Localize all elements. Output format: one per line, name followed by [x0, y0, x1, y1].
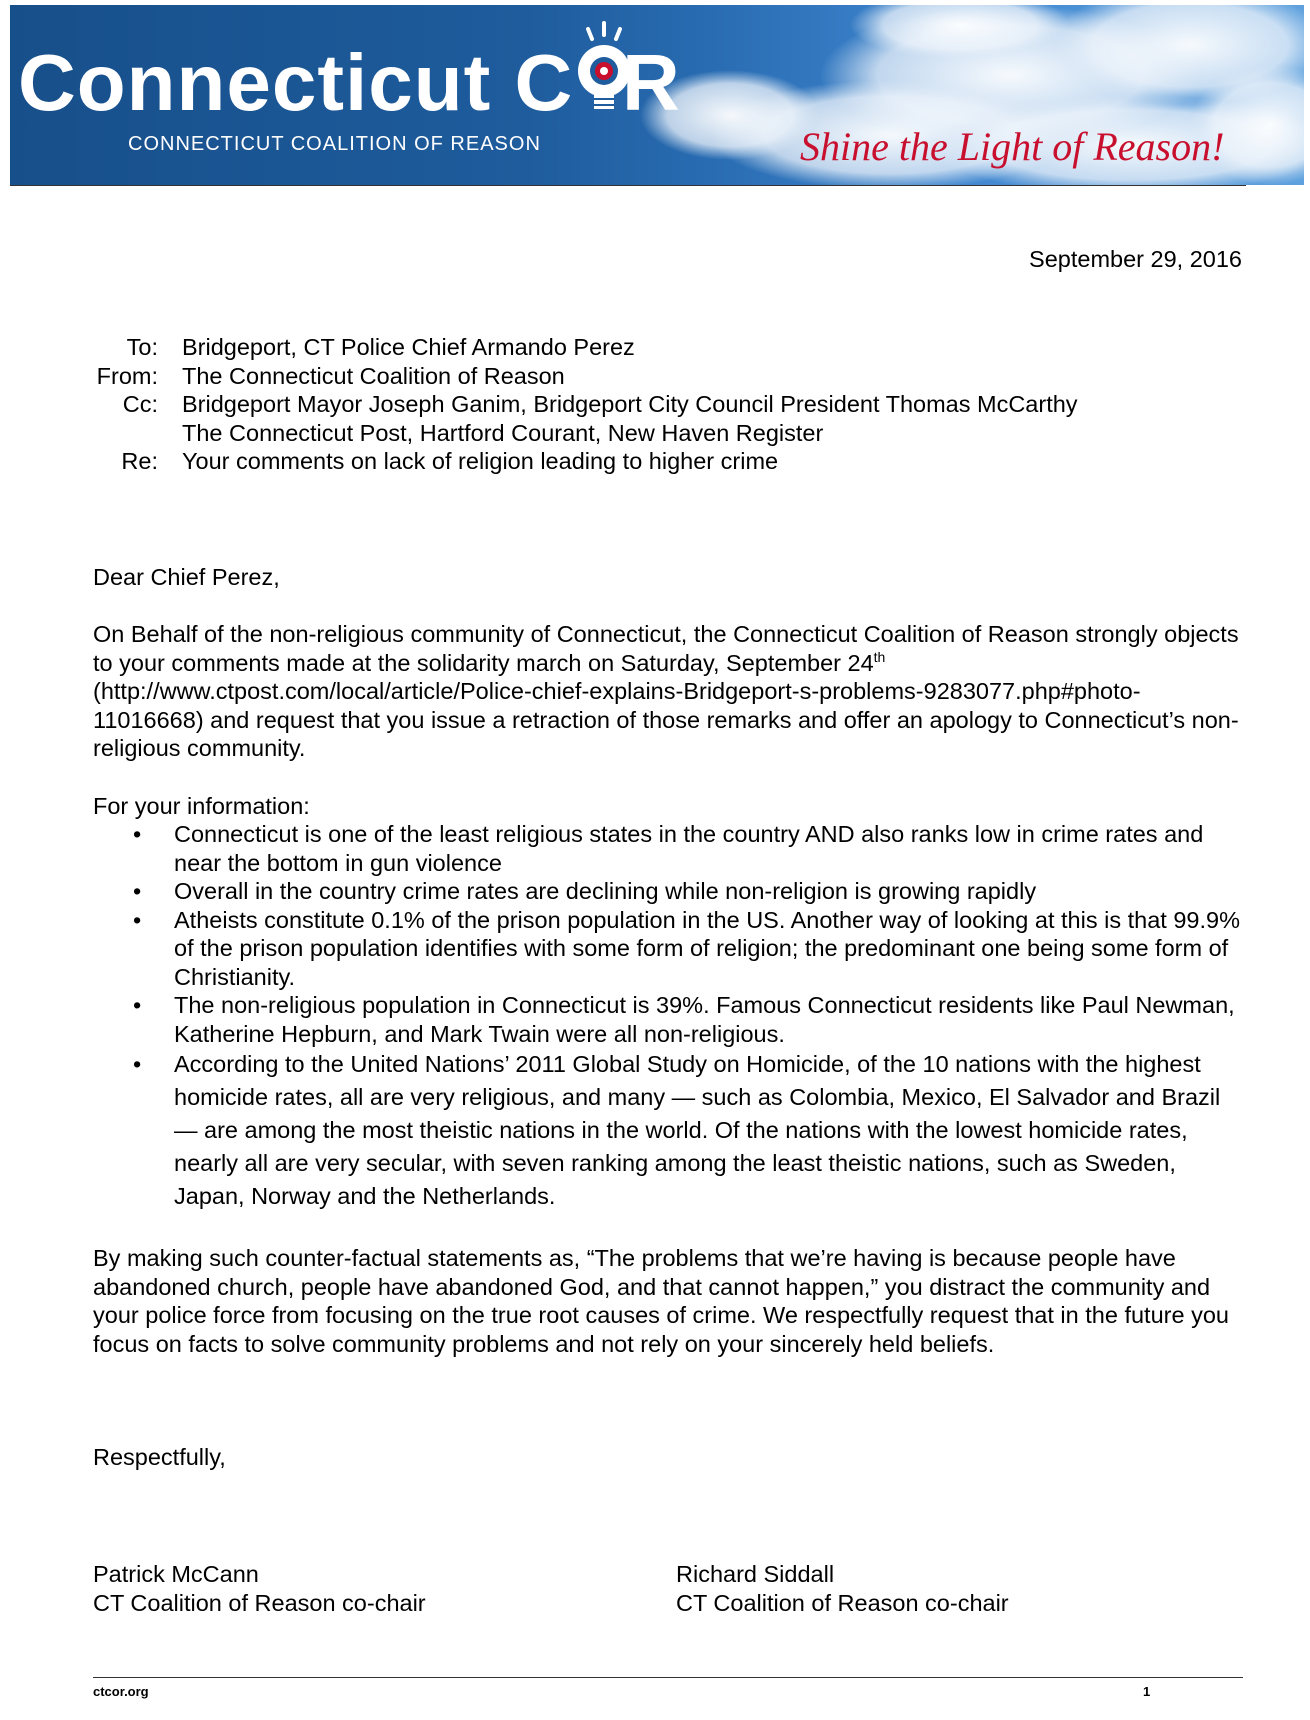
memo-value: Bridgeport Mayor Joseph Ganim, Bridgeport City Council President Thomas McCarthy [182, 391, 1078, 417]
memo-value: Bridgeport, CT Police Chief Armando Perez [182, 334, 635, 360]
facts-list [93, 820, 1243, 1213]
list-item-text: Connecticut is one of the least religious states in the country AND also ranks low in crime rates and near the bottom in gun violence [174, 821, 1204, 876]
tagline: Shine the Light of Reason! [800, 124, 1225, 169]
opening-paragraph [93, 620, 1243, 763]
page-number: 1 [1143, 1684, 1151, 1699]
memo-row-to [88, 333, 1078, 362]
logo-wordmark: Connecticut C [18, 38, 574, 127]
memo-label: Re: [121, 448, 158, 474]
list-item [93, 877, 1243, 906]
bullet-icon: • [133, 906, 142, 933]
list-item [93, 991, 1243, 1048]
bullet-icon: • [133, 821, 142, 847]
signatory-title: CT Coalition of Reason co-chair [676, 1589, 1009, 1616]
salutation: Dear Chief Perez, [93, 564, 280, 590]
memo-label [88, 419, 182, 448]
memo-header [88, 333, 1078, 476]
list-intro: For your information: [93, 793, 310, 819]
memo-value: The Connecticut Coalition of Reason [182, 362, 565, 389]
memo-label: To: [126, 334, 158, 360]
list-item [93, 1048, 1243, 1213]
ordinal-suffix: th [873, 648, 886, 665]
article-link-text: (http://www.ctpost.com/local/article/Police-chief-explains-Bridgeport-s-problems-9283077.php#photo-11016668) and request that you issue a retraction of those remarks and offer an apology to Connecticut’s non-religious community. [93, 678, 1239, 761]
logo-letter-r: R [622, 38, 680, 127]
memo-row-cc-continued [88, 419, 1078, 448]
signature-block-left [93, 1560, 426, 1617]
letter-date: September 29, 2016 [1029, 246, 1242, 272]
list-item-text: According to the United Nations’ 2011 Global Study on Homicide, of the 10 nations with the highest homicide rates, all are very religious, and many — such as Colombia, Mexico, El Salvador and Brazil — are among the most theistic nations in the world. Of the nations with the lowest homicide rates, nearly all are very secular, with seven ranking among the least theistic nations, such as Sweden, Japan, Norway and the Netherlands. [174, 1051, 1221, 1209]
list-item [93, 820, 1243, 877]
list-item [93, 906, 1243, 992]
memo-row-re [88, 447, 1078, 476]
list-item-text: Atheists constitute 0.1% of the prison population in the US. Another way of looking at this is that 99.9% of the prison population identifies with some form of religion; the predominant one being some form of Christianity. [174, 906, 1240, 990]
memo-row-from [88, 362, 1078, 391]
list-item-text: Overall in the country crime rates are declining while non-religion is growing rapidly [174, 878, 1037, 904]
memo-value: The Connecticut Post, Hartford Courant, New Haven Register [182, 419, 824, 446]
signatory-name: Richard Siddall [676, 1561, 835, 1587]
header-banner [10, 5, 1304, 185]
memo-value: Your comments on lack of religion leading to higher crime [182, 448, 779, 474]
memo-row-cc [88, 390, 1078, 419]
bullet-icon: • [133, 992, 142, 1018]
signature-block-right [676, 1560, 1009, 1617]
memo-label: From: [96, 362, 158, 389]
closing-paragraph: By making such counter-factual statements as, “The problems that we’re having is because people have abandoned church, people have abandoned God, and that cannot happen,” you distract the community and your police force from focusing on the true root causes of crime. We respectfully request that in the future you focus on facts to solve community problems and not rely on your sincerely held beliefs. [93, 1245, 1229, 1357]
signatory-name: Patrick McCann [93, 1561, 259, 1587]
organization-name: CONNECTICUT COALITION OF REASON [128, 133, 541, 155]
list-item-text: The non-religious population in Connecticut is 39%. Famous Connecticut residents like Paul Newman, Katherine Hepburn, and Mark Twain were all non-religious. [174, 992, 1235, 1047]
footer-website: ctcor.org [93, 1684, 149, 1699]
bullet-icon: • [133, 1051, 142, 1077]
footer-divider [93, 1677, 1243, 1678]
opening-text: On Behalf of the non-religious community of Connecticut, the Connecticut Coalition of Reason strongly objects to your comments made at the solidarity march on Saturday, September 24 [93, 621, 1239, 676]
bullet-icon: • [133, 878, 142, 904]
memo-label: Cc: [122, 391, 158, 417]
complimentary-close: Respectfully, [93, 1444, 226, 1470]
signatory-title: CT Coalition of Reason co-chair [93, 1589, 426, 1616]
header-divider [10, 185, 1246, 186]
